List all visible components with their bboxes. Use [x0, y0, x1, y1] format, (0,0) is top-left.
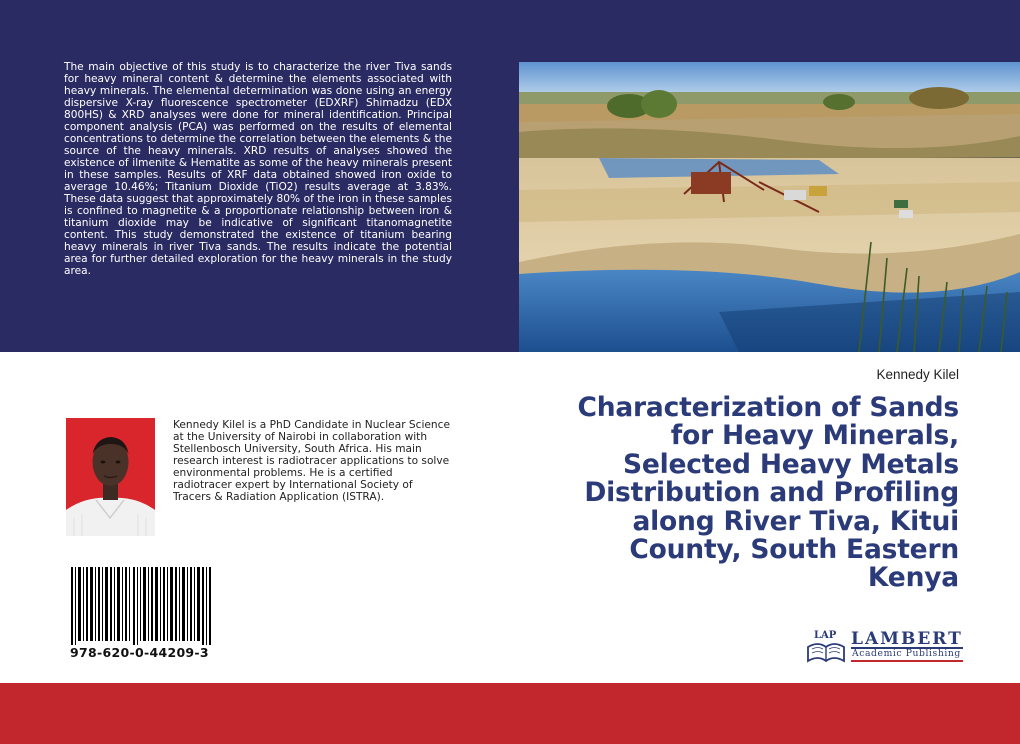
bottom-red-band: [0, 683, 1020, 744]
front-cover-author: Kennedy Kilel: [876, 367, 959, 382]
author-portrait-image: [66, 418, 155, 536]
sand-mining-landscape-image: [519, 62, 1020, 352]
book-title: Characterization of Sands for Heavy Minerals, Selected Heavy Metals Distribution and Profiling along River Tiva, Kitui County, South Eastern Kenya: [577, 392, 959, 594]
publisher-brand: LAMBERT: [851, 629, 963, 649]
isbn-number: 978-620-0-44209-3: [70, 645, 209, 660]
barcode-graphic: [69, 567, 215, 645]
author-bio: Kennedy Kilel is a PhD Candidate in Nuclear Science at the University of Nairobi in collaboration with Stellenbosch University, South Africa. His main research interest is radiotracer applications to solve environmental problems. He is a certified radiotracer expert by International Society of Tracers & Radiation Application (ISTRA).: [173, 419, 450, 503]
publisher-subtitle: Academic Publishing: [852, 648, 961, 659]
publisher-logo-mark: LAP: [814, 630, 837, 641]
back-cover-abstract: The main objective of this study is to characterize the river Tiva sands for heavy mineral content & determine the elements associated with heavy minerals. The elemental determination was done using an energy dispersive X-ray fluorescence spectrometer (EDXRF) Shimadzu (EDX 800HS) & XRD analyses were done for mineral identification. Principal component analysis (PCA) was performed on the results of elemental concentrations to determine the correlation between the elements & the source of the heavy minerals. XRD results of analyses showed the existence of ilmenite & Hematite as some of the heavy minerals present in these samples. Results of XRF data obtained showed iron oxide to average 10.46%; Titanium Dioxide (TiO2) results average at 3.83%. These data suggest that approximately 80% of the iron in these samples is confined to magnetite & a proportionate relationship between iron & titanium dioxide may be indicative of significant titanomagnetite content. This study demonstrated the existence of titanium bearing heavy minerals in river Tiva sands. The results indicate the potential area for further detailed exploration for the heavy minerals in the study area.: [64, 61, 452, 277]
